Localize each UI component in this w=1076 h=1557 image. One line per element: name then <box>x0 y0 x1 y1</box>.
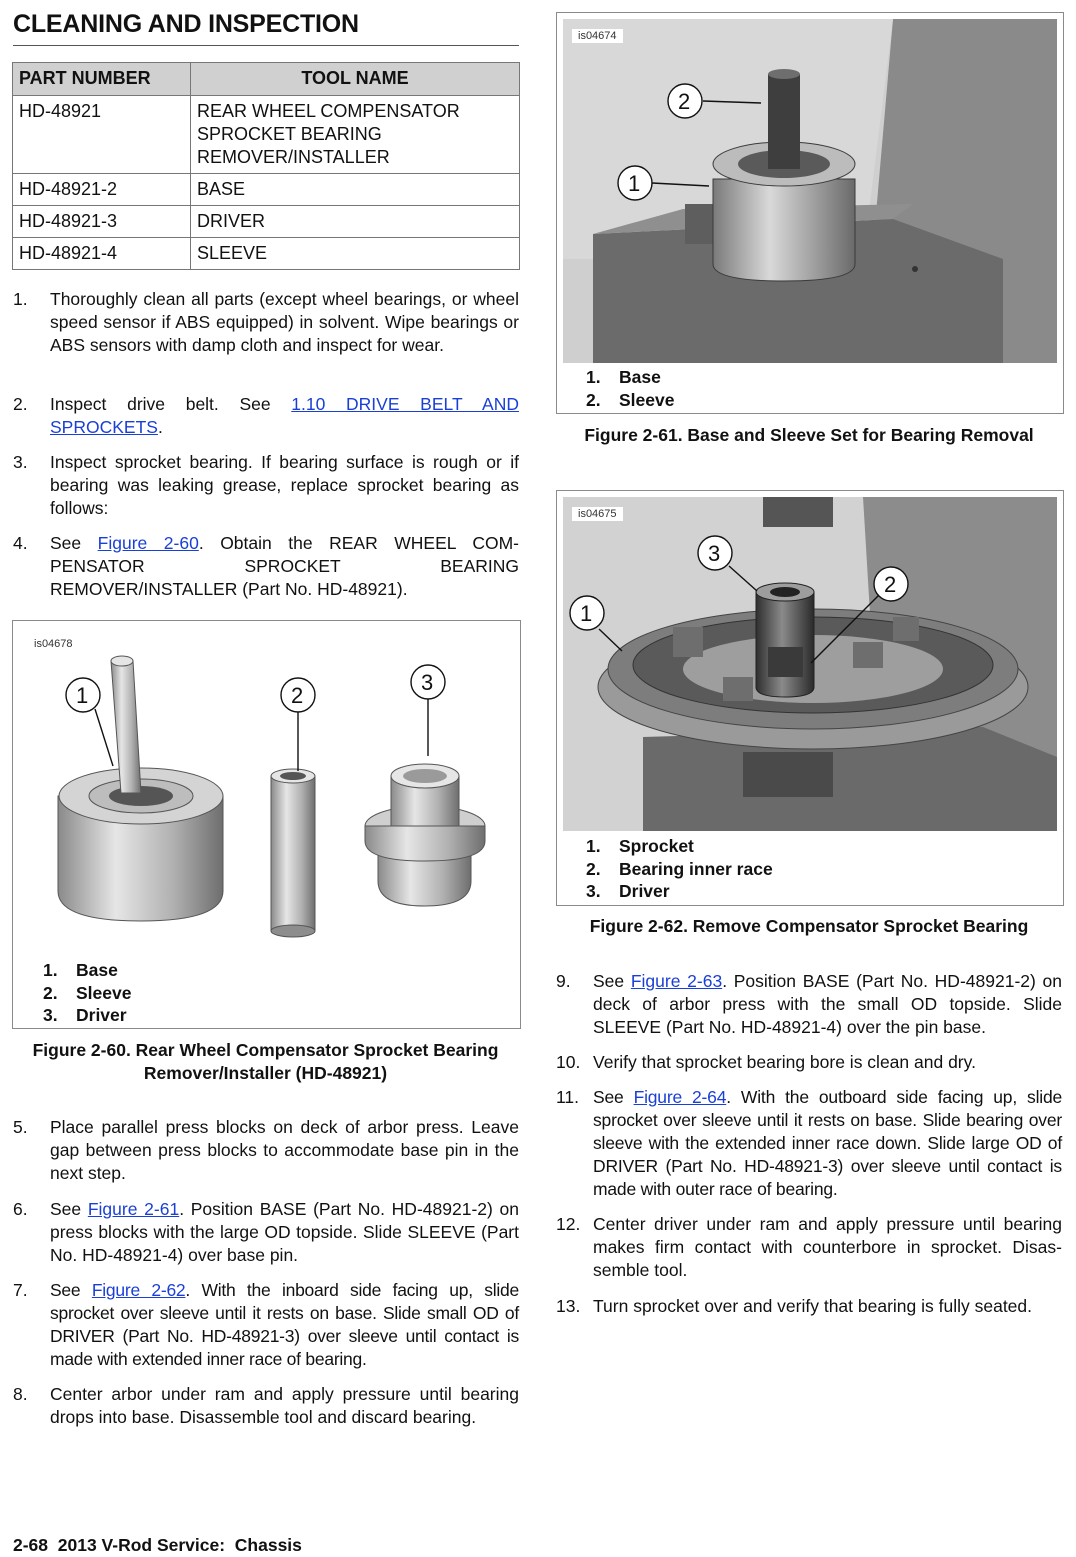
step-number: 10. <box>556 1052 581 1072</box>
step-text: See Figure 2-61. Position BASE (Part No. HD-48921-2) on press blocks with the large OD topside. Slide SLEEVE (Part No. HD-48921-4) over base pin. <box>50 1199 519 1265</box>
link-figure-2-61[interactable]: Figure 2-61 <box>87 1199 180 1219</box>
figure-id: is04674 <box>572 29 623 43</box>
figure-2-60-caption: Figure 2-60. Rear Wheel Compensator Sprocket Bearing Remover/Installer (HD-48921) <box>32 1040 499 1083</box>
step-1 <box>13 288 519 380</box>
callout-label: 3 <box>421 670 434 695</box>
table-row <box>13 206 520 238</box>
sleeve-tool-drawing <box>271 769 315 937</box>
step-text: Place parallel press blocks on deck of arbor press. Leave gap between press blocks to accommodate base pin in the next step. <box>50 1117 519 1183</box>
driver-tool-drawing <box>365 764 485 906</box>
step-number: 6. <box>13 1199 28 1219</box>
table-row <box>13 238 520 270</box>
link-figure-2-62[interactable]: Figure 2-62 <box>91 1280 186 1300</box>
step-number: 3. <box>13 452 28 472</box>
step-text: Thoroughly clean all parts (except wheel bearings, or wheel speed sensor if ABS equipped) in solvent. Wipe bearings or ABS sensors with damp cloth and inspect for wear. <box>50 289 519 355</box>
step-4 <box>13 532 519 602</box>
step-3 <box>13 451 519 521</box>
tool-name-cell: DRIVER <box>191 206 520 238</box>
step-number: 8. <box>13 1384 28 1404</box>
step-5 <box>13 1116 519 1186</box>
part-number-cell: HD-48921 <box>13 96 191 174</box>
part-number-cell: HD-48921-2 <box>13 174 191 206</box>
part-number-cell: HD-48921-4 <box>13 238 191 270</box>
step-text: Verify that sprocket bearing bore is clean and dry. <box>593 1052 976 1072</box>
step-2 <box>13 393 519 439</box>
link-figure-2-64[interactable]: Figure 2-64 <box>633 1087 727 1107</box>
step-text: Inspect sprocket bearing. If bearing surface is rough or if bearing was leaking grease, replace sprocket bearing as follows: <box>50 452 519 518</box>
column-header-tool-name: TOOL NAME <box>191 63 520 96</box>
tool-name-cell: BASE <box>191 174 520 206</box>
step-number: 11. <box>556 1087 580 1107</box>
step-text: Turn sprocket over and verify that bearing is fully seated. <box>593 1296 1033 1316</box>
part-number-cell: HD-48921-3 <box>13 206 191 238</box>
callout-label: 1 <box>76 683 89 708</box>
callout-label: 2 <box>291 683 304 708</box>
svg-text:1: 1 <box>580 601 593 626</box>
figure-id: is04678 <box>28 637 79 651</box>
tool-name-cell: REAR WHEEL COMPENSATOR SPROCKET BEARING REMOVER/INSTALLER <box>191 96 520 174</box>
page-title: CLEANING AND INSPECTION <box>13 10 519 46</box>
step-7 <box>13 1279 519 1371</box>
link-drive-belt-section[interactable]: 1.10 DRIVE BELT AND SPROCKETS <box>50 394 519 437</box>
figure-2-62-caption: Figure 2-62. Remove Compensator Sprocket Bearing <box>589 916 1029 936</box>
link-figure-2-60[interactable]: Figure 2-60 <box>97 533 199 553</box>
step-number: 5. <box>13 1117 28 1137</box>
figure-2-61-caption: Figure 2-61. Base and Sleeve Set for Bearing Removal <box>584 425 1034 445</box>
step-12 <box>556 1213 1062 1283</box>
step-number: 9. <box>556 971 571 991</box>
step-text: Inspect drive belt. See 1.10 DRIVE BELT AND SPROCKETS. <box>50 394 519 437</box>
step-9 <box>556 970 1062 1040</box>
step-text: See Figure 2-64. With the outboard side facing up, slide sprocket over sleeve until it rests on base. Slide bearing over sleeve with the extended inner race down. Slide large OD of DRIVER (Part No. HD-48921-3) over sleeve until contact is made with outer race of bearing. <box>593 1087 1063 1199</box>
figure-2-61-box: is04674 2 1 1. Base 2. Sleeve <box>556 12 1064 414</box>
step-10 <box>556 1051 1062 1074</box>
svg-text:2: 2 <box>678 89 691 114</box>
step-number: 7. <box>13 1280 28 1300</box>
column-header-part-number: PART NUMBER <box>13 63 191 96</box>
step-11 <box>556 1086 1062 1202</box>
step-13 <box>556 1295 1062 1318</box>
figure-2-60-illustration <box>13 621 520 966</box>
table-row <box>13 96 520 174</box>
step-6 <box>13 1198 519 1268</box>
tool-name-cell: SLEEVE <box>191 238 520 270</box>
figure-2-60-box: is04678 1 2 3 1. Base 2. Sleeve 3. Driver <box>12 620 521 1029</box>
step-number: 1. <box>13 289 28 309</box>
step-number: 4. <box>13 533 28 553</box>
step-number: 12. <box>556 1214 581 1234</box>
tool-table <box>12 62 520 270</box>
step-text: Center driver under ram and apply pressure until bearing makes firm contact with counterbore in sprocket. Disas-semble tool. <box>593 1214 1062 1280</box>
step-8 <box>13 1383 519 1429</box>
step-text: See Figure 2-63. Position BASE (Part No. HD-48921-2) on deck of arbor press with the small OD topside. Slide SLEEVE (Part No. HD-48921-4) over the pin base. <box>593 971 1062 1037</box>
svg-text:3: 3 <box>708 541 721 566</box>
link-figure-2-63[interactable]: Figure 2-63 <box>630 971 723 991</box>
step-text: See Figure 2-60. Obtain the REAR WHEEL COM-PENSATOR SPROCKET BEARING REMOVER/INSTALLER (Part No. HD-48921). <box>50 533 520 599</box>
svg-text:2: 2 <box>884 572 897 597</box>
figure-2-62-callouts <box>557 491 1063 691</box>
step-text: See Figure 2-62. With the inboard side facing up, slide sprocket over sleeve until it rests on base. Slide small OD of DRIVER (Part No. HD-48921-3) over sleeve until contact is made with extended inner race of bearing. <box>50 1280 519 1369</box>
svg-text:1: 1 <box>628 171 641 196</box>
figure-2-62-box: is04675 3 2 1 1. Sprocket 2. Bearing inner race 3. Driver <box>556 490 1064 906</box>
page-footer: 2-68 2013 V-Rod Service: Chassis <box>13 1535 302 1555</box>
table-row <box>13 174 520 206</box>
step-number: 2. <box>13 394 28 414</box>
figure-2-61-callouts <box>557 13 1063 213</box>
step-text: Center arbor under ram and apply pressure until bearing drops into base. Disassemble tool and discard bearing. <box>50 1384 519 1427</box>
step-number: 13. <box>556 1296 581 1316</box>
figure-id: is04675 <box>572 507 623 521</box>
